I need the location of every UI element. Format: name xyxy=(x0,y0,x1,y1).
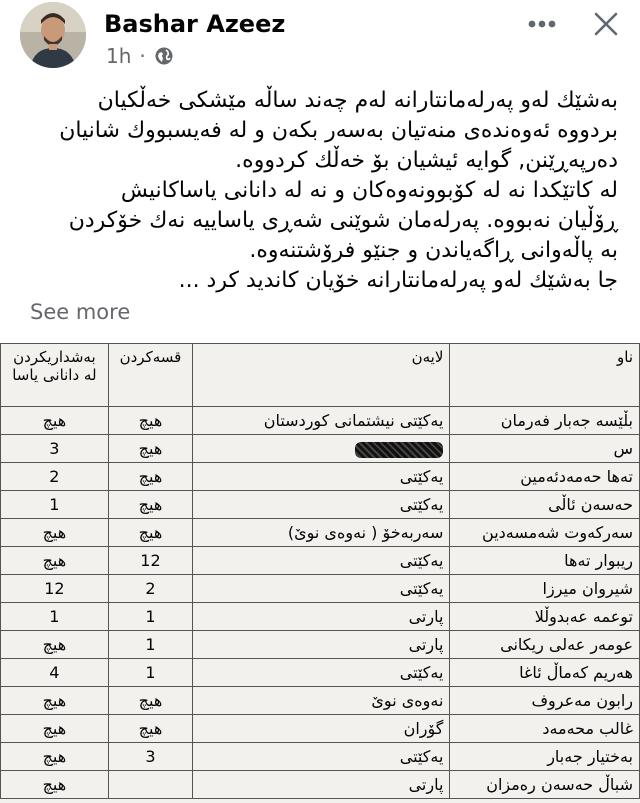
table-row xyxy=(1,659,640,687)
table-row xyxy=(1,687,640,715)
cell-party: یەکێتی xyxy=(193,491,450,519)
close-button[interactable] xyxy=(584,4,628,44)
cell-speech: هیچ xyxy=(108,463,192,491)
cell-law-participation: هیچ xyxy=(1,547,109,575)
cell-law-participation: هیچ xyxy=(1,743,109,771)
cell-law-participation: 12 xyxy=(1,575,109,603)
post-line: جا بەشێك لەو پەرلەمانتارانە خۆیان کاندید کرد ... xyxy=(178,268,618,293)
table-row xyxy=(1,715,640,743)
more-dots-icon xyxy=(527,19,557,29)
avatar-image xyxy=(20,2,86,68)
cell-name: س xyxy=(450,435,640,463)
cell-speech: 12 xyxy=(108,547,192,575)
table-row xyxy=(1,407,640,435)
more-options-button[interactable] xyxy=(520,4,564,44)
post-meta xyxy=(106,44,174,68)
cell-party: یەکێتی xyxy=(193,463,450,491)
cell-name: ریبوار تەها xyxy=(450,547,640,575)
cell-party: گۆران xyxy=(193,715,450,743)
post-line: بە پاڵەوانی ڕاگەیاندن و جنێو فرۆشتنەوە. xyxy=(249,238,618,263)
cell-party: پارتی xyxy=(193,603,450,631)
cell-name: تەها حەمەدئەمین xyxy=(450,463,640,491)
see-more-link[interactable]: See more xyxy=(30,300,131,324)
cell-speech: 3 xyxy=(108,743,192,771)
cell-law-participation: هیچ xyxy=(1,687,109,715)
table-row xyxy=(1,491,640,519)
cell-name: عومەر عەلی ریکانی xyxy=(450,631,640,659)
table-row xyxy=(1,547,640,575)
cell-party xyxy=(193,435,450,463)
cell-name: غالب محەمەد xyxy=(450,715,640,743)
cell-law-participation: 2 xyxy=(1,463,109,491)
table-row xyxy=(1,575,640,603)
cell-law-participation: هیچ xyxy=(1,771,109,799)
header-law-participation: بەشداریکردن لە دانانی یاسا xyxy=(1,344,109,407)
mp-activity-table xyxy=(0,343,640,799)
cell-party: سەربەخۆ ( نەوەی نوێ) xyxy=(193,519,450,547)
header-speech: قسەکردن xyxy=(108,344,192,407)
cell-party: یەکێتی xyxy=(193,659,450,687)
cell-name: توعمە عەبدوڵلا xyxy=(450,603,640,631)
cell-party: پارتی xyxy=(193,771,450,799)
post-line: دەرپەڕێنن, گوایە ئیشیان بۆ خەڵك کردووە. xyxy=(235,148,618,173)
cell-speech: 1 xyxy=(108,659,192,687)
cell-law-participation: هیچ xyxy=(1,631,109,659)
meta-separator: · xyxy=(139,44,146,68)
cell-party: یەکێتی xyxy=(193,743,450,771)
cell-party: یەکێتی xyxy=(193,547,450,575)
cell-name: هەریم کەماڵ ئاغا xyxy=(450,659,640,687)
table-row xyxy=(1,743,640,771)
cell-name: شباڵ حەسەن رەمزان xyxy=(450,771,640,799)
cell-speech: 1 xyxy=(108,631,192,659)
header-party: لایەن xyxy=(193,344,450,407)
table-row xyxy=(1,463,640,491)
cell-law-participation: 1 xyxy=(1,491,109,519)
post-line: ڕۆڵیان نەبووە. پەرلەمان شوێنی شەڕی یاساییە نەك خۆکردن xyxy=(68,208,618,233)
cell-party: یەکێتی xyxy=(193,575,450,603)
cell-party: پارتی xyxy=(193,631,450,659)
table-row xyxy=(1,603,640,631)
post-line: بەشێك لەو پەرلەمانتارانە لەم چەند ساڵە مێشکی خەڵکیان xyxy=(97,88,618,113)
cell-law-participation: 3 xyxy=(1,435,109,463)
cell-speech: هیچ xyxy=(108,519,192,547)
cell-speech: 1 xyxy=(108,603,192,631)
cell-speech: 2 xyxy=(108,575,192,603)
cell-name: حەسەن ئاڵی xyxy=(450,491,640,519)
cell-law-participation: هیچ xyxy=(1,407,109,435)
header-name: ناو xyxy=(450,344,640,407)
cell-party: نەوەی نوێ xyxy=(193,687,450,715)
close-icon xyxy=(593,11,619,37)
attached-photo[interactable] xyxy=(0,343,640,803)
table-header-row xyxy=(1,344,640,407)
avatar[interactable] xyxy=(20,2,86,68)
cell-speech: هیچ xyxy=(108,715,192,743)
cell-name: سەرکەوت شەمسەدین xyxy=(450,519,640,547)
cell-name: شیروان میرزا xyxy=(450,575,640,603)
cell-speech: هیچ xyxy=(108,407,192,435)
cell-law-participation: هیچ xyxy=(1,715,109,743)
cell-speech: هیچ xyxy=(108,687,192,715)
cell-speech: هیچ xyxy=(108,435,192,463)
table-row xyxy=(1,631,640,659)
cell-name: بەختیار جەبار xyxy=(450,743,640,771)
post-header xyxy=(0,0,640,78)
table-row xyxy=(1,519,640,547)
cell-speech: هیچ xyxy=(108,491,192,519)
cell-name: بڵێسە جەبار فەرمان xyxy=(450,407,640,435)
cell-law-participation: 4 xyxy=(1,659,109,687)
post-line: بردووە ئەوەندەی منەتیان بەسەر بکەن و لە فەیسبووك شانیان xyxy=(59,118,618,143)
author-name[interactable]: Bashar Azeez xyxy=(104,10,286,38)
cell-party: یەکێتی نیشتمانی کوردستان xyxy=(193,407,450,435)
post-body xyxy=(22,86,618,296)
cell-law-participation: 1 xyxy=(1,603,109,631)
post-time[interactable]: 1h xyxy=(106,44,132,68)
table-row xyxy=(1,435,640,463)
cell-name: رابون مەعروف xyxy=(450,687,640,715)
cell-speech xyxy=(108,771,192,799)
table-row xyxy=(1,771,640,799)
cell-law-participation: هیچ xyxy=(1,519,109,547)
redaction-scribble xyxy=(355,442,443,458)
globe-icon xyxy=(154,46,174,66)
post-line: لە کاتێکدا نە لە کۆبوونەوەکان و نە لە دانانی یاساکانیش xyxy=(120,178,618,203)
